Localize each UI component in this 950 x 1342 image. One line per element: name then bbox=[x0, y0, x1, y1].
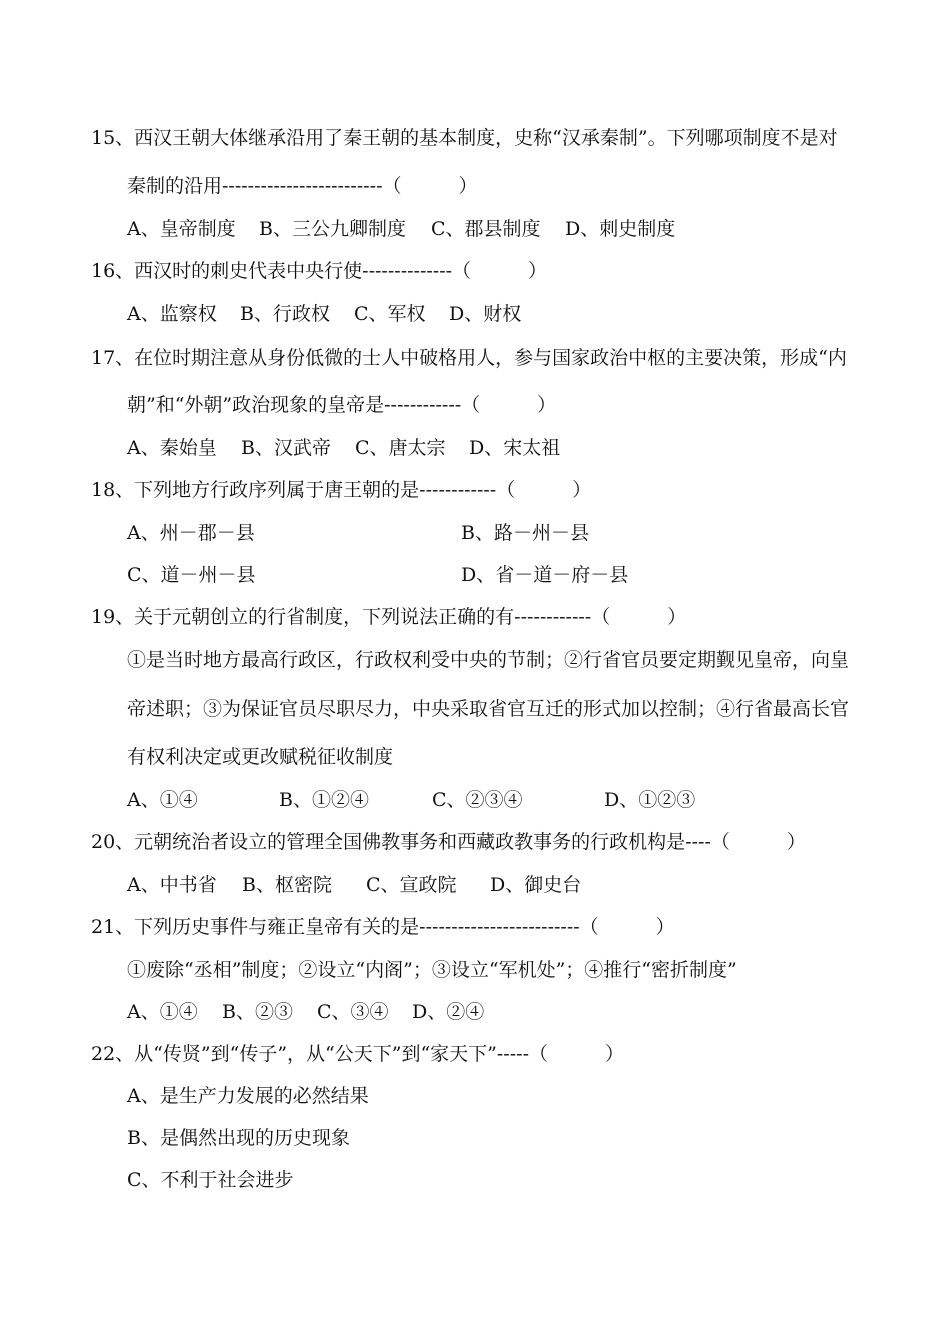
option-c: C、唐太宗 bbox=[355, 437, 446, 459]
option-b: B、行政权 bbox=[240, 303, 330, 325]
question-22-option-b: B、是偶然出现的历史现象 bbox=[127, 1127, 350, 1149]
question-18-stem: 18、下列地方行政序列属于唐王朝的是------------（ ） bbox=[91, 479, 592, 501]
question-19-options bbox=[127, 788, 695, 812]
question-16-stem: 16、西汉时的刺史代表中央行使--------------（ ） bbox=[91, 260, 548, 282]
option-b: B、三公九卿制度 bbox=[259, 218, 406, 240]
option-b: B、枢密院 bbox=[242, 874, 332, 896]
question-19-body-line-2: 帝述职；③为保证官员尽职尽力，中央采取省官互迁的形式加以控制；④行省最高长官 bbox=[127, 698, 850, 720]
question-21-options bbox=[127, 1000, 484, 1024]
question-22-stem: 22、从“传贤”到“传子”，从“公天下”到“家天下”-----（ ） bbox=[91, 1043, 624, 1065]
question-20-stem: 20、元朝统治者设立的管理全国佛教事务和西藏政教事务的行政机构是----（ ） bbox=[91, 831, 806, 853]
option-b: B、②③ bbox=[222, 1001, 293, 1023]
question-21-body: ①废除“丞相”制度；②设立“内阁”；③设立“军机处”；④推行“密折制度” bbox=[127, 959, 737, 981]
option-d: D、财权 bbox=[449, 303, 522, 325]
question-22-option-a: A、是生产力发展的必然结果 bbox=[127, 1085, 369, 1107]
question-21-stem: 21、下列历史事件与雍正皇帝有关的是-------------------------（ ） bbox=[91, 916, 675, 938]
option-d: D、①②③ bbox=[604, 789, 696, 811]
option-d: D、②④ bbox=[412, 1001, 485, 1023]
option-a: A、中书省 bbox=[127, 874, 217, 896]
question-22-option-c: C、不利于社会进步 bbox=[127, 1169, 294, 1191]
option-a: A、①④ bbox=[127, 1001, 198, 1023]
question-18-option-a: A、州－郡－县 bbox=[127, 522, 255, 544]
question-15-stem-line-1: 15、西汉王朝大体继承沿用了秦王朝的基本制度，史称“汉承秦制”。下列哪项制度不是对 bbox=[91, 127, 838, 149]
option-b: B、汉武帝 bbox=[241, 437, 331, 459]
question-15-stem-line-2: 秦制的沿用-------------------------（ ） bbox=[127, 175, 478, 197]
question-17-stem-line-1: 17、在位时期注意从身份低微的士人中破格用人，参与国家政治中枢的主要决策，形成“内 bbox=[91, 347, 847, 369]
option-a: A、监察权 bbox=[127, 303, 217, 325]
option-a: A、①④ bbox=[127, 789, 198, 811]
option-c: C、②③④ bbox=[432, 789, 523, 811]
question-18-option-b: B、路－州－县 bbox=[461, 522, 589, 544]
option-d: D、宋太祖 bbox=[469, 437, 561, 459]
question-19-body-line-3: 有权利决定或更改赋税征收制度 bbox=[127, 746, 394, 768]
question-18-option-d: D、省－道－府－县 bbox=[461, 564, 629, 586]
question-16-options bbox=[127, 302, 521, 326]
question-15-options bbox=[127, 217, 675, 241]
option-c: C、军权 bbox=[354, 303, 426, 325]
question-18-option-c: C、道－州－县 bbox=[127, 564, 256, 586]
option-b: B、①②④ bbox=[279, 789, 369, 811]
option-a: A、秦始皇 bbox=[127, 437, 217, 459]
option-c: C、③④ bbox=[317, 1001, 389, 1023]
option-a: A、皇帝制度 bbox=[127, 218, 236, 240]
question-19-stem: 19、关于元朝创立的行省制度，下列说法正确的有------------（ ） bbox=[91, 606, 687, 628]
option-c: C、宣政院 bbox=[366, 874, 457, 896]
option-c: C、郡县制度 bbox=[431, 218, 541, 240]
option-d: D、刺史制度 bbox=[565, 218, 676, 240]
question-20-options bbox=[127, 873, 581, 897]
question-17-options bbox=[127, 436, 560, 460]
option-d: D、御史台 bbox=[490, 874, 582, 896]
question-17-stem-line-2: 朝”和“外朝”政治现象的皇帝是------------（ ） bbox=[127, 394, 557, 416]
question-19-body-line-1: ①是当时地方最高行政区，行政权利受中央的节制；②行省官员要定期觐见皇帝，向皇 bbox=[127, 649, 850, 671]
